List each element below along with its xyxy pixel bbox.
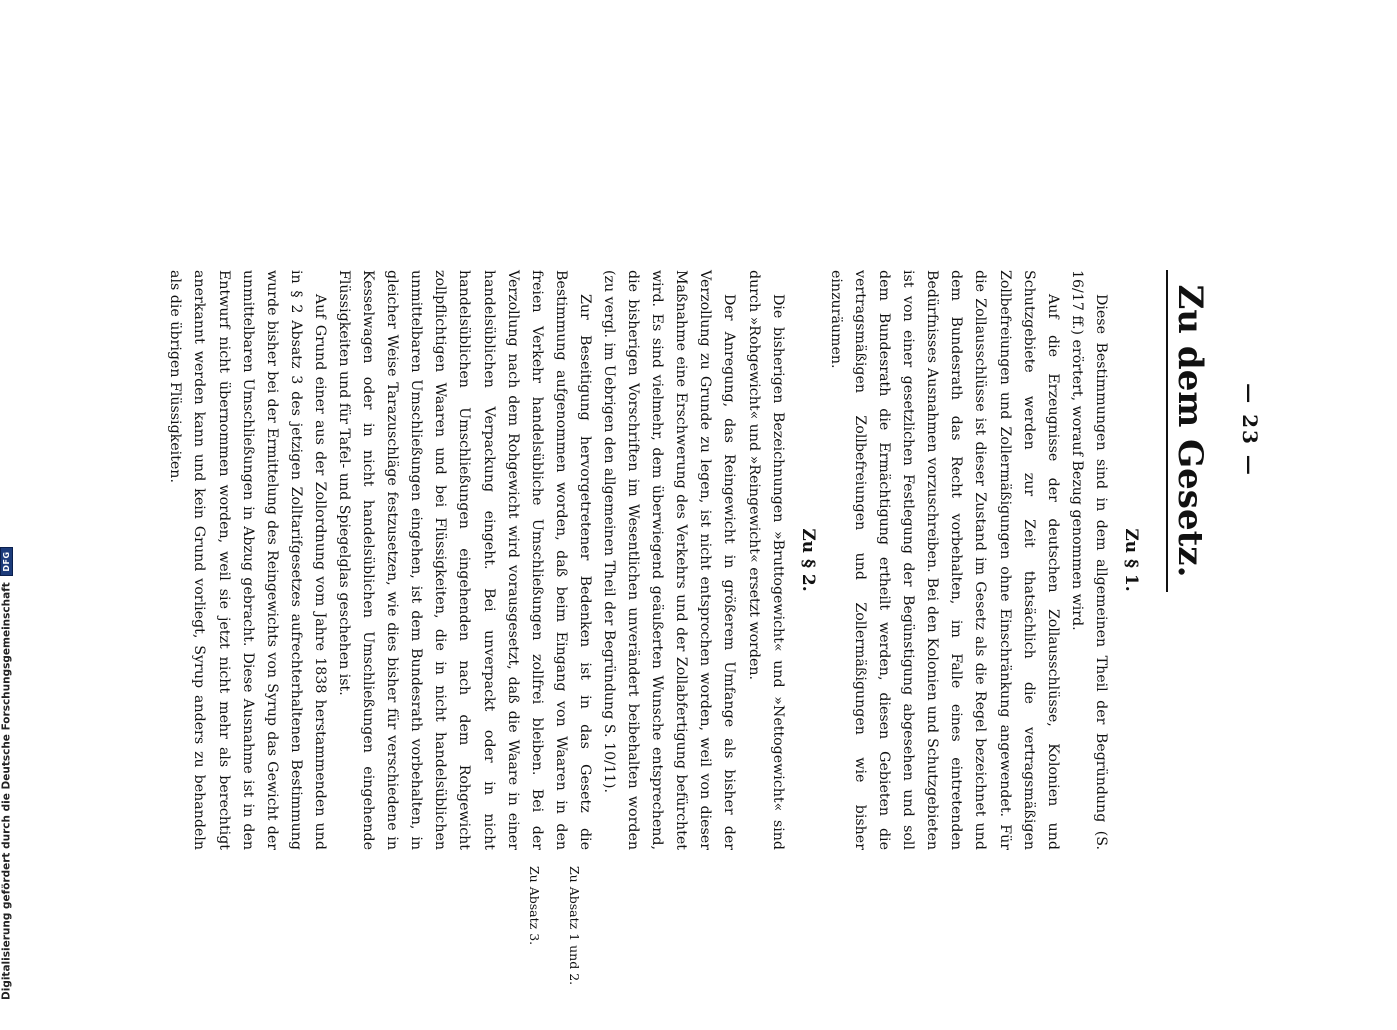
document-page	[142, 270, 1262, 1030]
margin-note-absatz-1-2: Zu Absatz 1 und 2.	[567, 866, 582, 986]
section-title-2: Zu § 2.	[797, 528, 818, 592]
page-heading: Zu dem Gesetz.	[1166, 270, 1210, 592]
margin-note-absatz-3: Zu Absatz 3.	[527, 866, 542, 946]
paragraph: Auf Grund einer aus der Zollordnung vom Jahre 1838 herstammenden und in § 2 Absatz 3 des jetzigen Zolltarifgesetzes aufrechterhaltenen Bestimmung wurde bisher bei der Ermittelung des Reingewichts von Syrup das Gewicht der unmittelbaren Umschließungen in Abzug gebracht. Diese Ausnahme ist in den Entwurf nicht übernommen worden, weil sie jetzt nicht mehr als berechtigt anerkannt werden kann und kein Grund vorliegt, Syrup anders zu behandeln als die übrigen Flüssigkeiten.	[167, 270, 328, 850]
text-column	[163, 270, 1147, 850]
section-title-1: Zu § 1.	[1121, 528, 1141, 592]
paragraph: Diese Bestimmungen sind in dem allgemeinen Theil der Begründung (S. 16/17 ff.) erörtert, worauf Bezug genommen wird.	[1068, 270, 1109, 850]
page-number: — 23 —	[1238, 383, 1262, 477]
paragraph: Der Anregung, das Reingewicht in größerem Umfange als bisher der Verzollung zu Grunde zu legen, ist nicht entsprochen worden, weil von dieser Maßnahme eine Erschwerung des Verkehrs und der Zollabfertigung befürchtet wird. Es sind vielmehr, dem überwiegend geäußerten Wunsche entsprechend, die bisherigen Vorschriften im Wesentlichen unverändert beibehalten worden (zu vergl. im Uebrigen den allgemeinen Theil der Begründung S. 10/11).	[601, 270, 738, 850]
digitization-credit	[0, 551, 16, 1000]
paragraph: Auf die Erzeugnisse der deutschen Zollausschlüsse, Kolonien und Schutzgebiete werden zur Zeit thatsächlich die vertragsmäßigen Zollbefreiungen und Zollermäßigungen ohne Einschränkung angewendet. Für die Zollausschlüsse ist dieser Zustand im Gesetz als die Regel bezeichnet und dem Bundesrath das Recht vorbehalten, im Falle eines eintretenden Bedürfnisses Ausnahmen vorzuschreiben. Bei den Kolonien und Schutzgebieten ist von einer gesetzlichen Festlegung der Begünstigung abgesehen und soll dem Bundesrath die Ermächtigung ertheilt werden, diesen Gebieten die vertragsmäßigen Zollbefreiungen und Zollermäßigungen wie bisher einzuräumen.	[827, 270, 1061, 850]
paragraph: Die bisherigen Bezeichnungen »Bruttogewicht« und »Nettogewicht« sind durch »Rohgewicht« und »Reingewicht« ersetzt worden.	[745, 270, 786, 850]
credit-text: Digitalisierung gefördert durch die Deutsche Forschungsgemeinschaft	[0, 582, 13, 1000]
paragraph: Zur Beseitigung hervorgetretener Bedenken ist in das Gesetz die Bestimmung aufgenommen worden, daß beim Eingang von Waaren in den freien Verkehr handelsübliche Umschließungen zollfrei bleiben. Bei der Verzollung nach dem Rohgewicht wird vorausgesetzt, daß die Waare in einer handelsüblichen Verpackung eingeht. Bei unverpackt oder in nicht handelsüblichen Umschließungen eingehenden nach dem Rohgewicht zollpflichtigen Waaren und bei Flüssigkeiten, die in nicht handelsüblichen unmittelbaren Umschließungen eingehen, ist dem Bundesrath vorbehalten, in gleicher Weise Tarazuschläge festzusetzen, wie dies bisher für verschiedene in Kesselwagen oder in nicht handelsüblichen Umschließungen eingehende Flüssigkeiten und für Tafel- und Spiegelglas geschehen ist.	[336, 270, 593, 850]
dfg-logo: DFG	[0, 547, 13, 575]
